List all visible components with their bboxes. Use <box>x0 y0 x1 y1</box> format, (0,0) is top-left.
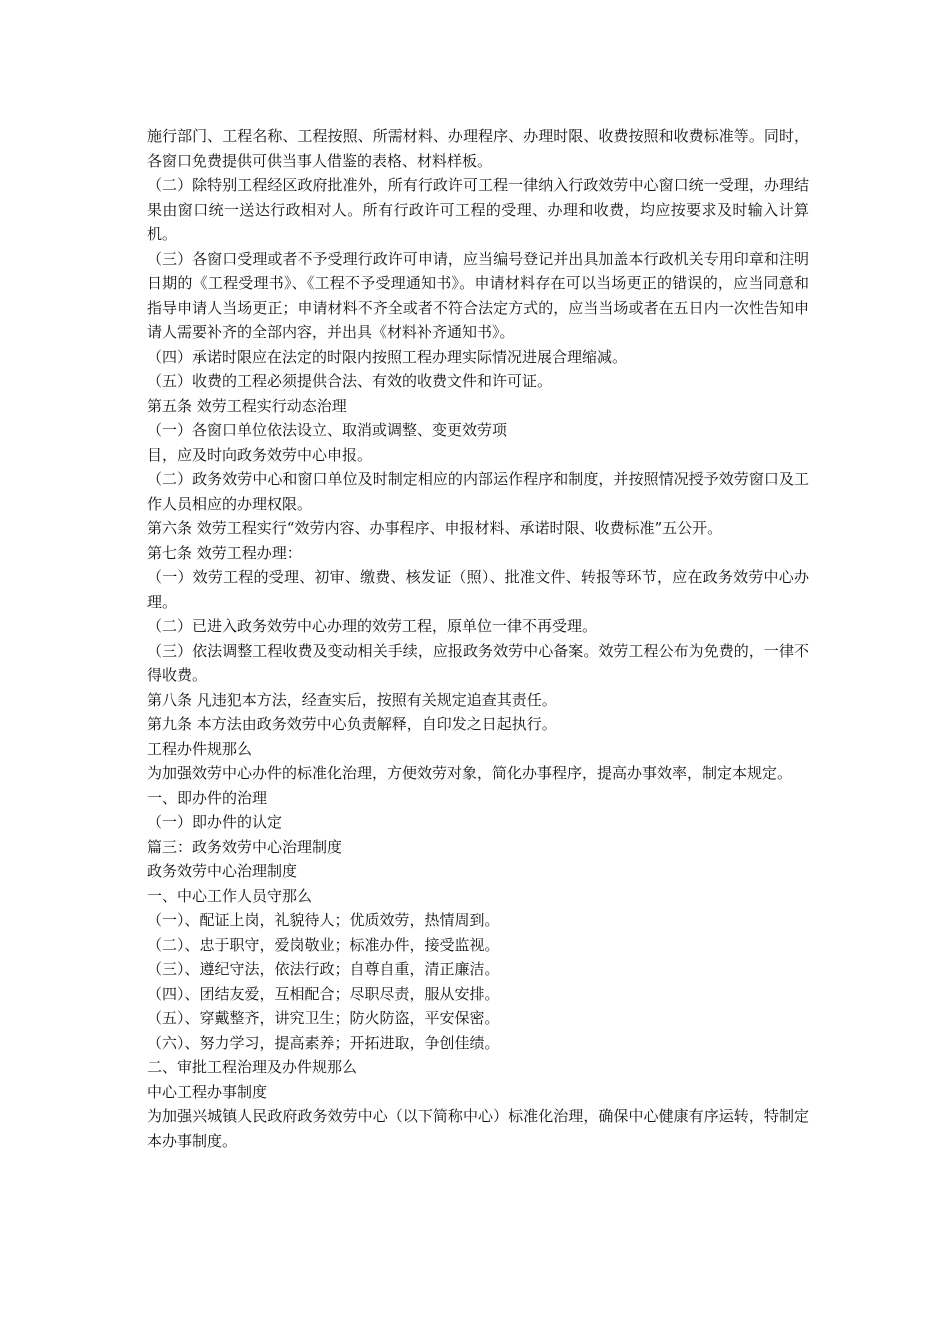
paragraph: （四）承诺时限应在法定的时限内按照工程办理实际情况进展合理缩减。 <box>147 347 628 366</box>
paragraph: （二）政务效劳中心和窗口单位及时制定相应的内部运作程序和制度，并按照情况授予效劳窗口及工作人员相应的办理权限。 <box>147 470 809 513</box>
paragraph: 施行部门、工程名称、工程按照、所需材料、办理程序、办理时限、收费按照和收费标准等。同时，各窗口免费提供可供当事人借鉴的表格、材料样板。 <box>147 127 809 170</box>
paragraph: 为加强效劳中心办件的标准化治理，方便效劳对象，简化办事程序，提高办事效率，制定本规定。 <box>147 764 793 782</box>
document-body <box>147 124 809 1153</box>
article-heading: 第六条 效劳工程实行“效劳内容、办事程序、申报材料、承诺时限、收费标准”五公开。 <box>147 519 723 537</box>
paragraph: （三）各窗口受理或者不予受理行政许可申请，应当编号登记并出具加盖本行政机关专用印章和注明日期的《工程受理书》、《工程不予受理通知书》。申请材料存在可以当场更正的错误的，应当同意和指导申请人当场更正；申请材料不齐全或者不符合法定方式的，应当当场或者在五日内一次性告知申请人需要补齐的全部内容，并出具《材料补齐通知书》。 <box>147 249 809 341</box>
section-heading: 二、审批工程治理及办件规那么 <box>147 1058 358 1076</box>
list-item: （五）、穿戴整齐，讲究卫生；防火防盗，平安保密。 <box>147 1009 500 1027</box>
paragraph: （一）各窗口单位依法设立、取消或调整、变更效劳项 <box>147 421 508 439</box>
list-item: （一）、配证上岗，礼貌待人；优质效劳，热情周到。 <box>147 911 500 929</box>
list-item: （二）、忠于职守，爱岗敬业；标准办件，接受监视。 <box>147 935 500 954</box>
paragraph: （二）除特别工程经区政府批准外，所有行政许可工程一律纳入行政效劳中心窗口统一受理，办理结果由窗口统一送达行政相对人。所有行政许可工程的受理、办理和收费，均应按要求及时输入计算机。 <box>147 176 809 243</box>
paragraph: （五）收费的工程必须提供合法、有效的收费文件和许可证。 <box>147 372 553 390</box>
paragraph: 目，应及时向政务效劳中心申报。 <box>147 445 373 464</box>
article-heading: 第五条 效劳工程实行动态治理 <box>147 396 347 415</box>
article-heading: 第九条 本方法由政务效劳中心负责解释，自印发之日起执行。 <box>147 715 557 733</box>
article-heading: 第七条 效劳工程办理： <box>147 543 302 562</box>
list-item: （六）、努力学习，提高素养；开拓进取，争创佳绩。 <box>147 1033 500 1052</box>
paragraph: （二）已进入政务效劳中心办理的效劳工程，原单位一律不再受理。 <box>147 617 598 635</box>
section-title: 中心工程办事制度 <box>147 1082 268 1101</box>
section-heading: 一、即办件的治理 <box>147 788 268 807</box>
section-heading: 一、中心工作人员守那么 <box>147 886 313 905</box>
list-item: （三）、遵纪守法，依法行政；自尊自重，清正廉洁。 <box>147 960 500 978</box>
paragraph: （一）即办件的认定 <box>147 813 283 831</box>
list-item: （四）、团结友爱，互相配合；尽职尽责，服从安排。 <box>147 984 500 1003</box>
paragraph: 为加强兴城镇人民政府政务效劳中心（以下简称中心）标准化治理，确保中心健康有序运转，特制定本办事制度。 <box>147 1107 809 1150</box>
section-title: 工程办件规那么 <box>147 739 253 758</box>
section-title: 政务效劳中心治理制度 <box>147 862 298 880</box>
paragraph: （三）依法调整工程收费及变动相关手续，应报政务效劳中心备案。效劳工程公布为免费的，一律不得收费。 <box>147 641 809 684</box>
paragraph: （一）效劳工程的受理、初审、缴费、核发证（照）、批准文件、转报等环节，应在政务效劳中心办理。 <box>147 568 809 611</box>
article-heading: 第八条 凡违犯本方法，经查实后，按照有关规定追查其责任。 <box>147 690 557 709</box>
chapter-title: 篇三：政务效劳中心治理制度 <box>147 837 343 856</box>
